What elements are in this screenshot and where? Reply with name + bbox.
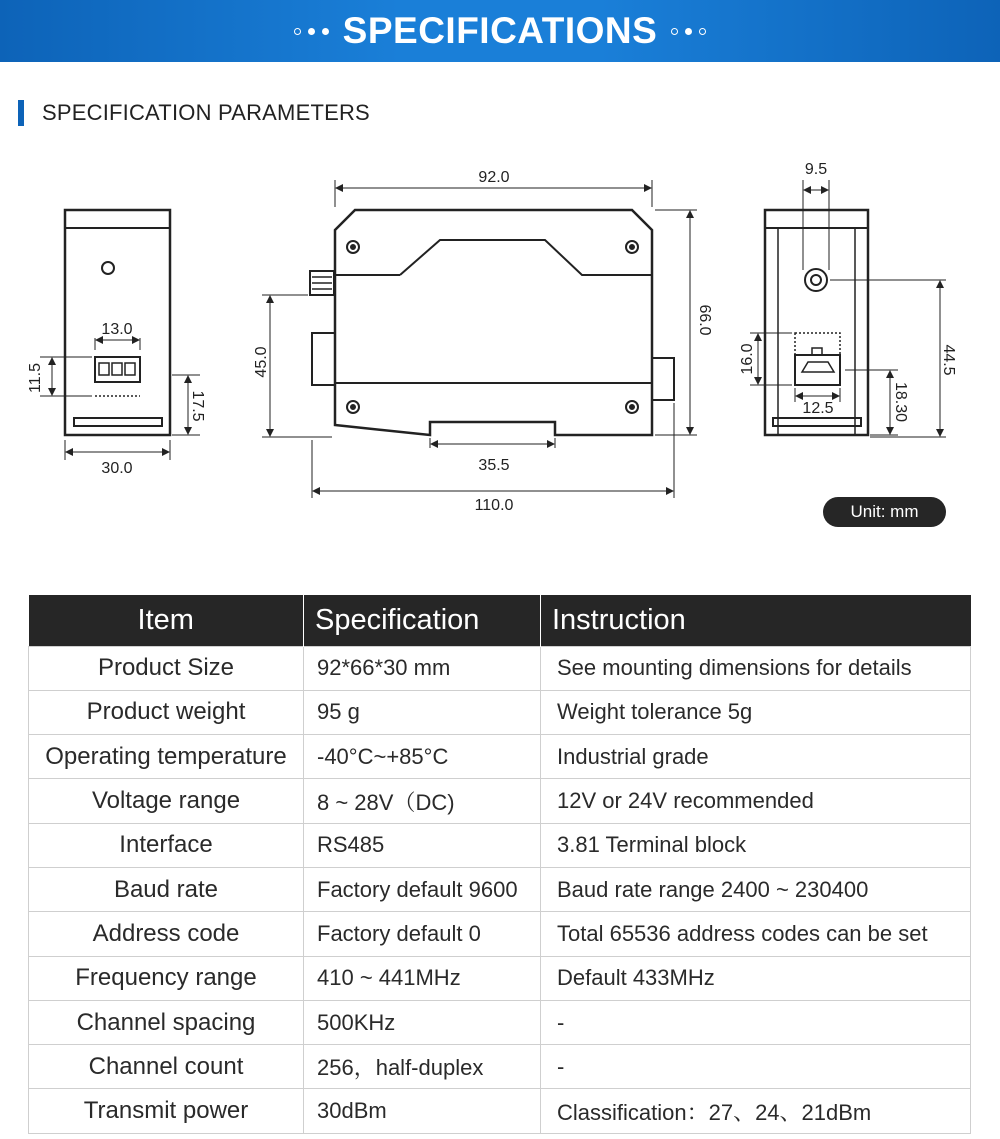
table-row — [29, 1045, 971, 1089]
instruction-cell: Total 65536 address codes can be set — [541, 912, 971, 956]
item-cell: Operating temperature — [29, 735, 304, 779]
item-cell: Address code — [29, 912, 304, 956]
instruction-cell: Industrial grade — [541, 735, 971, 779]
table-row — [29, 1089, 971, 1133]
instruction-cell: Classification：27、24、21dBm — [541, 1089, 971, 1133]
dim-left-30: 30.0 — [101, 460, 133, 477]
specification-cell: 8 ~ 28V（DC) — [304, 779, 541, 823]
specification-table — [28, 595, 971, 1134]
specification-cell: Factory default 9600 — [304, 867, 541, 911]
specification-cell: 256，half-duplex — [304, 1045, 541, 1089]
dim-right-12-5: 12.5 — [802, 400, 834, 417]
specification-cell: 95 g — [304, 690, 541, 734]
item-cell: Product weight — [29, 690, 304, 734]
specification-cell: 410 ~ 441MHz — [304, 956, 541, 1000]
right-side-view — [750, 180, 946, 437]
instruction-cell: Default 433MHz — [541, 956, 971, 1000]
specification-cell: RS485 — [304, 823, 541, 867]
table-row — [29, 956, 971, 1000]
table-row — [29, 823, 971, 867]
dim-front-66: 66.0 — [696, 304, 713, 336]
table-row — [29, 1000, 971, 1044]
table-header-row — [29, 595, 971, 646]
table-row — [29, 735, 971, 779]
dim-right-16: 16.0 — [739, 343, 756, 375]
specification-cell: 30dBm — [304, 1089, 541, 1133]
header-specification: Specification — [304, 595, 541, 646]
unit-badge: Unit: mm — [823, 497, 946, 527]
table-row — [29, 867, 971, 911]
specifications-banner — [0, 0, 1000, 62]
header-item: Item — [29, 595, 304, 646]
table-row — [29, 690, 971, 734]
section-title: SPECIFICATION PARAMETERS — [42, 100, 370, 125]
dim-front-45: 45.0 — [253, 346, 270, 378]
dim-front-92: 92.0 — [478, 169, 510, 186]
specification-cell: 92*66*30 mm — [304, 646, 541, 690]
table-row — [29, 779, 971, 823]
item-cell: Channel count — [29, 1045, 304, 1089]
instruction-cell: 3.81 Terminal block — [541, 823, 971, 867]
instruction-cell: Weight tolerance 5g — [541, 690, 971, 734]
dim-left-13: 13.0 — [101, 321, 133, 338]
table-row — [29, 646, 971, 690]
dimension-drawing — [0, 145, 1000, 535]
section-heading — [18, 100, 370, 126]
item-cell: Voltage range — [29, 779, 304, 823]
item-cell: Frequency range — [29, 956, 304, 1000]
instruction-cell: 12V or 24V recommended — [541, 779, 971, 823]
dim-left-11-5: 11.5 — [27, 363, 44, 393]
dim-front-110: 110.0 — [474, 497, 514, 514]
instruction-cell: See mounting dimensions for details — [541, 646, 971, 690]
table-row — [29, 912, 971, 956]
instruction-cell: - — [541, 1045, 971, 1089]
dim-left-17-5: 17.5 — [189, 390, 206, 422]
dim-front-35-5: 35.5 — [478, 457, 510, 474]
banner-dots-right — [671, 28, 706, 35]
dim-right-9-5: 9.5 — [804, 161, 828, 178]
dim-right-18-30: 18.30 — [892, 381, 909, 423]
specification-cell: Factory default 0 — [304, 912, 541, 956]
item-cell: Baud rate — [29, 867, 304, 911]
item-cell: Product Size — [29, 646, 304, 690]
item-cell: Interface — [29, 823, 304, 867]
front-view — [262, 180, 697, 498]
dim-right-44-5: 44.5 — [940, 344, 957, 376]
specification-cell: 500KHz — [304, 1000, 541, 1044]
header-instruction: Instruction — [541, 595, 971, 646]
banner-title: SPECIFICATIONS — [342, 10, 658, 51]
instruction-cell: Baud rate range 2400 ~ 230400 — [541, 867, 971, 911]
specification-cell: -40°C~+85°C — [304, 735, 541, 779]
instruction-cell: - — [541, 1000, 971, 1044]
section-accent-bar — [18, 100, 24, 126]
banner-dots-left — [294, 28, 329, 35]
item-cell: Transmit power — [29, 1089, 304, 1133]
item-cell: Channel spacing — [29, 1000, 304, 1044]
